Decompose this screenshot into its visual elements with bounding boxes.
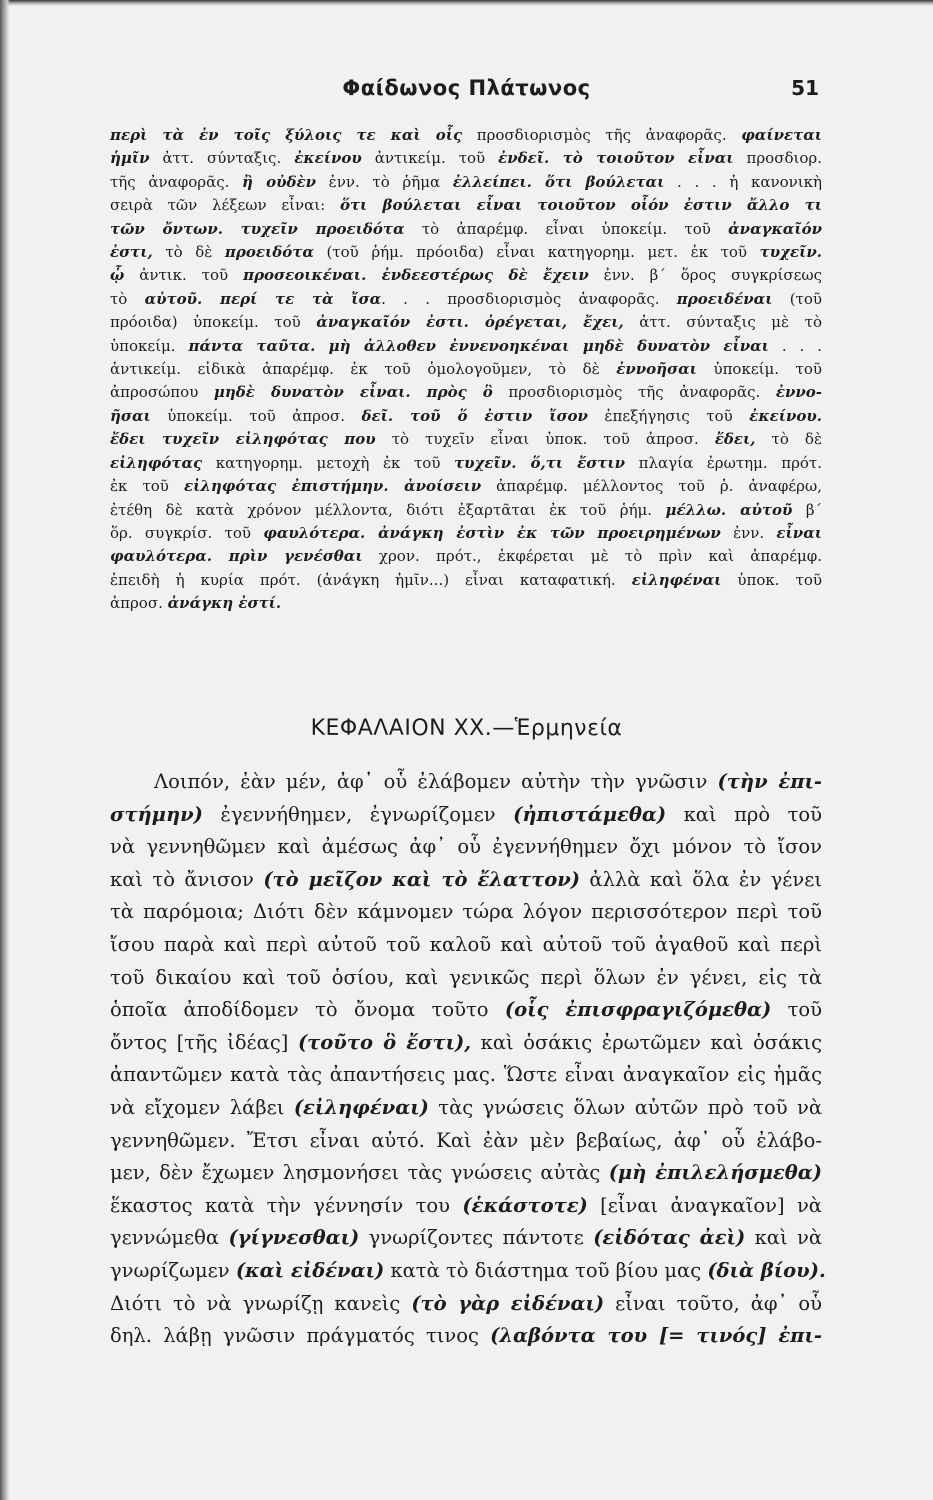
body-line bbox=[110, 1222, 822, 1255]
text-run: τοῦ δικαίου καὶ τοῦ ὁσίου, καὶ γενικῶς περὶ ὅλων ἐν γένει, εἰς τὰ bbox=[110, 965, 822, 989]
text-run: (τοῦ bbox=[772, 289, 823, 308]
text-run: ἐνν. bbox=[720, 523, 777, 542]
text-run: ὁποῖα ἀποδίδομεν τὸ ὄνομα τοῦτο bbox=[110, 998, 505, 1022]
text-run: ὄντος [τῆς ἰδέας] bbox=[110, 1030, 298, 1054]
text-run: τὰς γνώσεις ὅλων αὐτῶν πρὸ τοῦ νὰ bbox=[428, 1095, 823, 1119]
greek-term: ᾧ bbox=[110, 266, 125, 285]
text-run: καὶ τὸ ἄνισον bbox=[110, 867, 264, 891]
text-run: τὸ bbox=[110, 289, 145, 308]
body-line bbox=[110, 1157, 822, 1190]
body-line bbox=[110, 1255, 826, 1288]
text-run: προσδιορισμὸς τῆς ἀναφορᾶς. bbox=[492, 383, 776, 402]
greek-term: ὅτι βούλεται εἶναι τοιοῦτον οἷόν ἐστιν ἄλλο τι bbox=[339, 196, 822, 215]
scan-edge-left bbox=[0, 0, 10, 1500]
greek-term: ἡμῖν bbox=[110, 149, 150, 168]
body-line bbox=[110, 864, 822, 897]
greek-term: ἢ οὐδὲν bbox=[242, 172, 317, 191]
body-line bbox=[110, 1320, 822, 1353]
body-line bbox=[110, 1092, 822, 1125]
running-head bbox=[0, 76, 933, 106]
note-line bbox=[110, 592, 822, 615]
greek-term: ῆσαι bbox=[110, 406, 151, 425]
text-run: ἐτέθη δὲ κατὰ χρόνον μέλλοντα, διότι ἐξαρτᾶται ἐκ τοῦ ῥήμ. bbox=[110, 500, 666, 519]
text-run: ἀντικείμ. εἰδικὰ ἀπαρέμφ. ἐκ τοῦ ὁμολογοῦμεν, τὸ δὲ bbox=[110, 360, 617, 379]
text-run: ἐγεννήθημεν, ἐγνωρίζομεν bbox=[202, 802, 514, 826]
body-line bbox=[110, 766, 822, 799]
greek-term: φαίνεται bbox=[741, 126, 822, 144]
text-run: μεν, δὲν ἔχωμεν λησμονήσει τὰς γνώσεις αὐτὰς bbox=[110, 1161, 609, 1185]
text-run: ἀντικείμ. τοῦ bbox=[361, 149, 499, 168]
greek-term: (ἠπιστάμεθα) bbox=[513, 802, 667, 826]
text-run: Διότι τὸ νὰ γνωρίζῃ κανεὶς bbox=[110, 1291, 412, 1315]
text-run: προσδιορισμὸς τῆς ἀναφορᾶς. bbox=[462, 126, 742, 144]
text-run: καὶ πρὸ τοῦ bbox=[666, 802, 822, 826]
note-line bbox=[110, 311, 822, 334]
greek-term: περὶ τὰ ἐν τοῖς ξύλοις τε καὶ οἷς bbox=[110, 126, 463, 144]
note-line bbox=[110, 569, 822, 592]
greek-term: (μὴ ἐπιλελήσμεθα) bbox=[608, 1161, 822, 1185]
running-title: Φαίδωνος Πλάτωνος bbox=[342, 76, 591, 100]
greek-term: (εἰληφέναι) bbox=[293, 1095, 429, 1119]
greek-term: (τὸ μεῖζον καὶ τὸ ἔλαττον) bbox=[263, 867, 580, 891]
note-line bbox=[110, 381, 822, 404]
text-run: ὅρ. συγκρίσ. τοῦ bbox=[110, 523, 264, 542]
text-run: γνωρίζωμεν bbox=[110, 1258, 236, 1282]
body-line bbox=[110, 994, 822, 1027]
greek-term: (ἑκάστοτε) bbox=[462, 1193, 588, 1217]
note-line bbox=[110, 147, 822, 170]
text-run: ἀπροσώπου bbox=[110, 383, 214, 402]
greek-term: (τοῦτο ὃ ἔστι), bbox=[297, 1030, 472, 1054]
body-line bbox=[110, 1125, 822, 1158]
greek-term: ἔδει τυχεῖν εἰληφότας που bbox=[110, 430, 376, 449]
greek-term: (τὸ γὰρ εἰδέναι) bbox=[411, 1291, 605, 1315]
greek-term: προσεοικέναι. ἐνδεεστέρως δὲ ἔχειν bbox=[243, 266, 589, 285]
greek-term: τυχεῖν. bbox=[759, 243, 822, 262]
text-run: χρον. πρότ., ἐκφέρεται μὲ τὸ πρὶν καὶ ἀπαρέμφ. bbox=[362, 547, 822, 566]
text-run: ὑποκείμ. τοῦ ἀπροσ. bbox=[150, 406, 362, 425]
text-run: ἀπαρέμφ. μέλλοντος τοῦ ῥ. ἀναφέρω, bbox=[481, 477, 822, 496]
text-run: ἐπειδὴ ἡ κυρία πρότ. (ἀνάγκη ἡμῖν...) εἶναι καταφατική. bbox=[110, 570, 632, 589]
note-line bbox=[110, 428, 822, 451]
text-run: γεννώμεθα bbox=[110, 1226, 229, 1250]
note-line bbox=[110, 218, 822, 241]
text-run: τὸ δὲ bbox=[152, 243, 225, 262]
text-run: Λοιπόν, ἐὰν μέν, ἀφ᾿ οὗ ἐλάβομεν αὐτὴν τὴν γνῶσιν bbox=[154, 770, 718, 793]
text-run: γνωρίζοντες πάντοτε bbox=[359, 1226, 594, 1250]
greek-term: (τὴν ἐπι- bbox=[717, 770, 823, 793]
body-line bbox=[110, 1059, 822, 1092]
text-run: κατηγορημ. μετοχὴ ἐκ τοῦ bbox=[202, 453, 455, 472]
note-line bbox=[110, 499, 822, 522]
text-run: εἶναι τοῦτο, ἀφ᾿ οὗ bbox=[604, 1291, 822, 1315]
text-run: σειρὰ τῶν λέξεων εἶναι: bbox=[110, 196, 340, 215]
note-line bbox=[110, 452, 822, 475]
greek-term: (γίγνεσθαι) bbox=[228, 1226, 360, 1250]
greek-term: ἐλλείπει. ὅτι βούλεται bbox=[452, 172, 665, 191]
text-run: ἐνν. β΄ ὅρος συγκρίσεως bbox=[588, 266, 822, 285]
greek-term: (εἰδότας ἀεὶ) bbox=[593, 1226, 746, 1250]
text-run: β΄ bbox=[792, 500, 822, 519]
text-run: ὑποκ. τοῦ bbox=[721, 570, 822, 589]
note-line bbox=[110, 194, 822, 217]
greek-term: ἀναγκαῖόν ἐστι. ὀρέγεται, ἔχει, bbox=[316, 313, 624, 332]
text-run: τὸ δὲ bbox=[755, 430, 822, 449]
greek-term: προειδότα bbox=[224, 243, 314, 262]
body-line bbox=[110, 896, 822, 929]
text-run: καὶ νὰ bbox=[745, 1226, 823, 1250]
text-run: ἐνν. τὸ ῥῆμα bbox=[316, 172, 453, 191]
greek-term: (καὶ εἰδέναι) bbox=[235, 1258, 385, 1282]
text-run: τὸ ἀπαρέμφ. εἶναι ὑποκείμ. τοῦ bbox=[404, 219, 729, 238]
greek-term: εἰληφέναι bbox=[631, 570, 722, 589]
note-line bbox=[110, 241, 822, 264]
greek-term: τυχεῖν. ὅ,τι ἔστιν bbox=[454, 453, 626, 472]
greek-term: (οἷς ἐπισφραγιζόμεθα) bbox=[504, 998, 772, 1022]
text-run: τοῦ bbox=[771, 998, 822, 1022]
greek-term: ἐννοῆσαι bbox=[616, 360, 697, 379]
greek-term: ἐκείνου. bbox=[749, 406, 822, 425]
greek-term: μηδὲ δυνατὸν εἶναι. πρὸς ὃ bbox=[213, 383, 493, 402]
text-run: ἐκ τοῦ bbox=[110, 477, 184, 496]
text-run: πλαγία ἐρωτημ. πρότ. bbox=[625, 453, 823, 472]
text-run: ἀττ. σύνταξις. bbox=[149, 149, 295, 168]
greek-term: ἀναγκαῖόν bbox=[728, 219, 822, 238]
greek-term: ἐνδεῖ. τὸ τοιοῦτον εἶναι bbox=[498, 149, 734, 168]
greek-term: πάντα ταῦτα. μὴ ἀλλοθεν ἐννενοηκέναι μηδὲ δυνατὸν εἶναι bbox=[188, 336, 769, 355]
text-run: τὰ παρόμοια; Διότι δὲν κάμνομεν τώρα λόγον περισσότερον περὶ τοῦ bbox=[110, 900, 822, 924]
text-run: δηλ. λάβῃ γνῶσιν πράγματός τινος bbox=[110, 1324, 491, 1348]
body-line bbox=[110, 831, 822, 864]
greek-term: τῶν ὄντων. τυχεῖν προειδότα bbox=[110, 219, 405, 238]
note-line bbox=[110, 358, 822, 381]
body-line bbox=[110, 929, 822, 962]
greek-term: αὐτοῦ. περί τε τὰ ἴσα bbox=[144, 289, 382, 308]
text-run: ἀλλὰ καὶ ὅλα ἐν γένει bbox=[580, 867, 822, 891]
greek-term: προειδέναι bbox=[676, 289, 773, 308]
text-run: ἀττ. σύνταξις μὲ τὸ bbox=[623, 313, 822, 332]
note-line bbox=[110, 124, 822, 147]
text-run: κατὰ τὸ διάστημα τοῦ βίου μας bbox=[384, 1258, 708, 1282]
greek-term: εἶναι bbox=[776, 523, 823, 542]
text-run: καὶ ὁσάκις ἐρωτῶμεν καὶ ὁσάκις bbox=[471, 1030, 823, 1054]
note-line bbox=[110, 475, 822, 498]
greek-term: (διὰ βίου). bbox=[707, 1258, 826, 1282]
greek-term: φαυλότερα. πρὶν γενέσθαι bbox=[110, 547, 363, 566]
text-run: ἕκαστος κατὰ τὴν γέννησίν του bbox=[110, 1193, 463, 1217]
text-run: τῆς ἀναφορᾶς. bbox=[110, 172, 243, 191]
text-run: [εἶναι ἀναγκαῖον] νὰ bbox=[587, 1193, 822, 1217]
text-run: ἀπροσ. bbox=[110, 594, 168, 613]
text-run: . . . bbox=[768, 336, 822, 355]
greek-term: μέλλω. αὐτοῦ bbox=[665, 500, 793, 519]
greek-term: ἔδει, bbox=[714, 430, 756, 449]
note-line bbox=[110, 335, 822, 358]
scan-edge-top bbox=[0, 0, 933, 6]
text-run: . . . ἡ κανονικὴ bbox=[664, 172, 822, 191]
greek-term: ἐστι, bbox=[110, 243, 153, 262]
note-line bbox=[110, 405, 822, 428]
body-line bbox=[110, 962, 822, 995]
note-line bbox=[110, 522, 822, 545]
note-line bbox=[110, 171, 822, 194]
body-line bbox=[110, 1027, 822, 1060]
text-run: ἀντικ. τοῦ bbox=[124, 266, 244, 285]
greek-term: δεῖ. τοῦ ὅ ἐστιν ἴσον bbox=[361, 406, 588, 425]
text-run: νὰ γεννηθῶμεν καὶ ἀμέσως ἀφ᾿ οὗ ἐγεννήθημεν ὄχι μόνον τὸ ἴσον bbox=[110, 835, 822, 859]
page-number: 51 bbox=[791, 76, 819, 100]
commentary-notes bbox=[110, 124, 822, 616]
greek-term: ἀνάγκη ἐστί. bbox=[167, 594, 282, 613]
body-line bbox=[110, 1190, 822, 1223]
greek-term: ἐννο- bbox=[775, 383, 823, 402]
text-run: ἴσου παρὰ καὶ περὶ αὐτοῦ τοῦ καλοῦ καὶ αὐτοῦ τοῦ ἀγαθοῦ καὶ περὶ bbox=[110, 932, 822, 956]
greek-term: (λαβόντα του [= τινός] ἐπι- bbox=[490, 1324, 822, 1348]
greek-term: φαυλότερα. ἀνάγκη ἐστὶν ἐκ τῶν προειρημένων bbox=[263, 523, 721, 542]
text-run: ὑποκείμ. τοῦ bbox=[696, 360, 822, 379]
translation-body bbox=[110, 766, 826, 1353]
text-run: γεννηθῶμεν. Ἔτσι εἶναι αὐτό. Καὶ ἐὰν μὲν βεβαίως, ἀφ᾿ οὗ ἐλάβο- bbox=[110, 1128, 822, 1152]
text-run: νὰ εἴχομεν λάβει bbox=[110, 1095, 294, 1119]
note-line bbox=[110, 264, 822, 287]
note-line bbox=[110, 288, 822, 311]
text-run: (τοῦ ῥήμ. πρόοιδα) εἶναι κατηγορημ. μετ. ἐκ τοῦ bbox=[313, 243, 760, 262]
text-run: πρόοιδα) ὑποκείμ. τοῦ bbox=[110, 313, 317, 332]
body-line bbox=[110, 799, 822, 832]
text-run: προσδιορ. bbox=[733, 149, 822, 168]
note-line bbox=[110, 545, 822, 568]
greek-term: εἰληφότας ἐπιστήμην. ἀνοίσειν bbox=[183, 477, 482, 496]
text-run: ἀπαντῶμεν κατὰ τὰς ἀπαντήσεις μας. Ὥστε εἶναι ἀναγκαῖον εἰς ἡμᾶς bbox=[110, 1063, 822, 1087]
text-run: τὸ τυχεῖν εἶναι ὑποκ. τοῦ ἀπροσ. bbox=[375, 430, 715, 449]
body-line bbox=[110, 1288, 822, 1321]
text-run: ὑποκείμ. bbox=[110, 336, 189, 355]
greek-term: εἰληφότας bbox=[110, 453, 203, 472]
text-run: . . . προσδιορισμὸς ἀναφορᾶς. bbox=[381, 289, 677, 308]
greek-term: στήμην) bbox=[110, 802, 203, 826]
greek-term: ἐκείνου bbox=[294, 149, 362, 168]
chapter-heading: ΚΕΦΑΛΑΙΟΝ XX.—Ἑρμηνεία bbox=[310, 716, 623, 741]
text-run: ἐπεξήγησις τοῦ bbox=[587, 406, 750, 425]
